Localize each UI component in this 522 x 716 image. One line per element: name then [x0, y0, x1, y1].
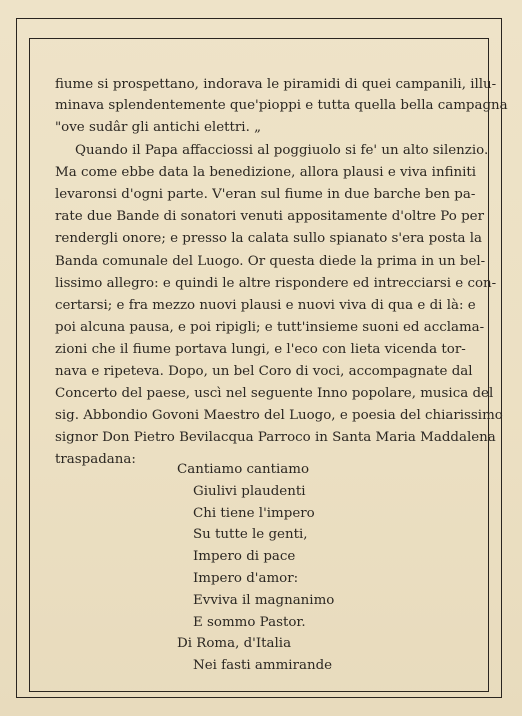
verse-line: Su tutte le genti, [193, 527, 308, 543]
prose-line: Quando il Papa affacciossi al poggiuolo si fe' un alto silenzio. [75, 143, 489, 158]
prose-line: minava splendentemente que'pioppi e tutta quella bella campagna [55, 98, 508, 113]
prose-line: sig. Abbondio Govoni Maestro del Luogo, e poesia del chiarissimo [55, 408, 503, 423]
prose-line: levaronsi d'ogni parte. V'eran sul fiume in due barche ben pa- [55, 187, 476, 202]
verse-line: E sommo Pastor. [193, 614, 306, 630]
prose-line: lissimo allegro: e quindi le altre rispondere ed intrecciarsi e con- [55, 276, 497, 291]
verse-line: Cantiamo cantiamo [177, 462, 310, 477]
verse-line: Impero d'amor: [193, 571, 299, 586]
verse-line: Giulivi plaudenti [193, 483, 306, 499]
verse-line: Evviva il magnanimo [193, 592, 335, 608]
verse-line: Chi tiene l'impero [193, 505, 315, 521]
verse-line: Di Roma, d'Italia [177, 636, 292, 652]
prose-line: certarsi; e fra mezzo nuovi plausi e nuovi viva di qua e di là: e [55, 298, 476, 313]
prose-line: rate due Bande di sonatori venuti appositamente d'oltre Po per [55, 209, 484, 224]
verse-line: Impero di pace [193, 549, 296, 565]
prose-line: zioni che il fiume portava lungi, e l'eco con lieta vicenda tor- [55, 342, 466, 357]
prose-line: traspadana: [55, 452, 136, 467]
prose-line: "ove sudâr gli antichi elettri. „ [55, 120, 262, 135]
prose-line: Banda comunale del Luogo. Or questa diede la prima in un bel- [55, 254, 486, 269]
verse-line: Nei fasti ammirande [193, 658, 333, 674]
prose-line: poi alcuna pausa, e poi ripigli; e tutt'insieme suoni ed acclama- [55, 320, 485, 335]
prose-line: Concerto del paese, uscì nel seguente Inno popolare, musica del [55, 386, 494, 401]
prose-line: rendergli onore; e presso la calata sullo spianato s'era posta la [55, 231, 483, 246]
prose-line: fiume si prospettano, indorava le piramidi di quei campanili, illu- [55, 77, 497, 92]
prose-line: Ma come ebbe data la benedizione, allora plausi e viva infiniti [55, 165, 477, 180]
prose-line: signor Don Pietro Bevilacqua Parroco in Santa Maria Maddalena [55, 430, 496, 445]
prose-line: nava e ripeteva. Dopo, un bel Coro di voci, accompagnate dal [55, 364, 473, 379]
